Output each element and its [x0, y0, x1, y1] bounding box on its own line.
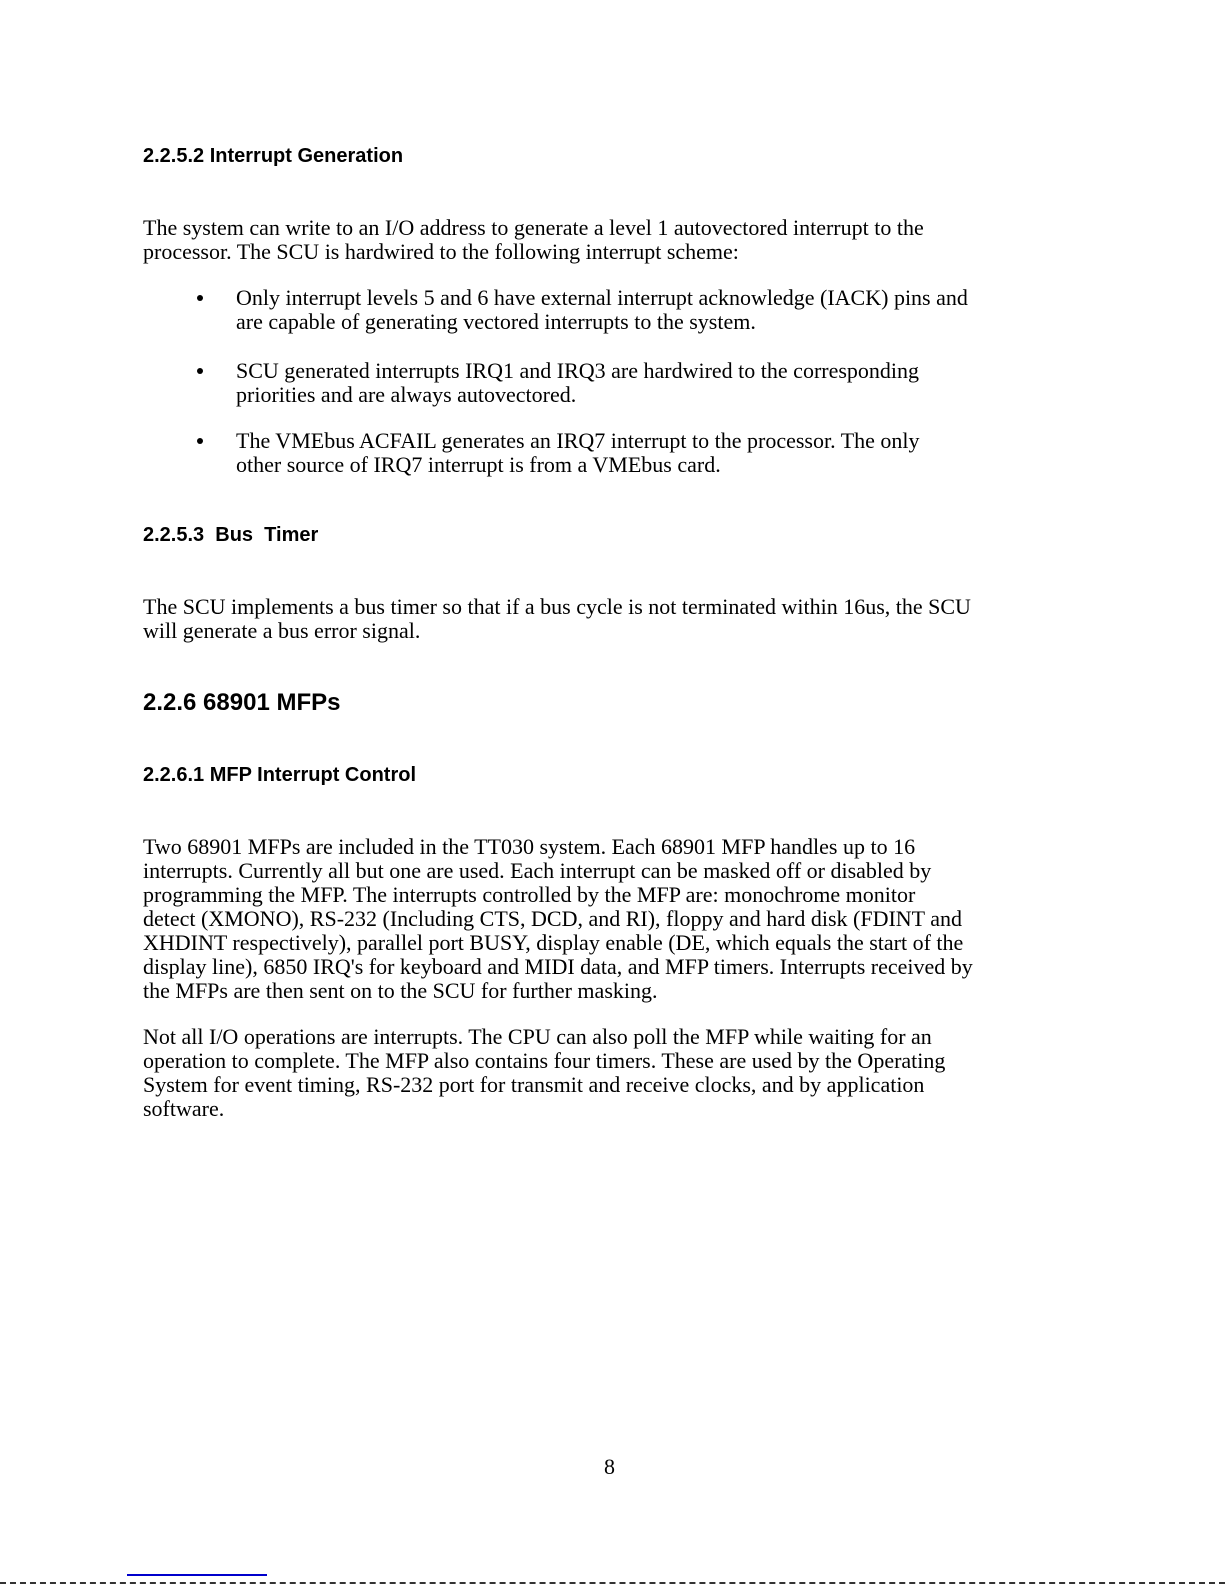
bullet-icon [197, 295, 203, 301]
heading-interrupt-generation: 2.2.5.2 Interrupt Generation [143, 145, 404, 167]
paragraph-line: The system can write to an I/O address to generate a level 1 autovectored interrupt to the [143, 215, 924, 240]
bullet-icon [197, 438, 203, 444]
heading-68901-mfps: 2.2.6 68901 MFPs [143, 689, 341, 716]
page-number: 8 [604, 1454, 615, 1479]
paragraph-line: Not all I/O operations are interrupts. The CPU can also poll the MFP while waiting for an [143, 1024, 932, 1049]
bullet-icon [197, 368, 203, 374]
paragraph-line: Two 68901 MFPs are included in the TT030 system. Each 68901 MFP handles up to 16 [143, 834, 916, 859]
bullet-line: are capable of generating vectored interrupts to the system. [236, 309, 756, 334]
bullet-line: other source of IRQ7 interrupt is from a VMEbus card. [236, 452, 721, 477]
bullet-line: The VMEbus ACFAIL generates an IRQ7 interrupt to the processor. The only [236, 428, 920, 453]
bullet-line: Only interrupt levels 5 and 6 have external interrupt acknowledge (IACK) pins and [236, 285, 968, 310]
paragraph-line: XHDINT respectively), parallel port BUSY, display enable (DE, which equals the start of the [143, 930, 964, 955]
bullet-line: SCU generated interrupts IRQ1 and IRQ3 are hardwired to the corresponding [236, 358, 920, 383]
paragraph-line: the MFPs are then sent on to the SCU for further masking. [143, 978, 658, 1003]
heading-bus-timer: 2.2.5.3 Bus Timer [143, 524, 319, 546]
paragraph-line: processor. The SCU is hardwired to the following interrupt scheme: [143, 239, 739, 264]
paragraph-line: operation to complete. The MFP also contains four timers. These are used by the Operating [143, 1048, 946, 1073]
page-break-divider [0, 1582, 1225, 1584]
paragraph-line: detect (XMONO), RS-232 (Including CTS, DCD, and RI), floppy and hard disk (FDINT and [143, 906, 962, 931]
paragraph-line: programming the MFP. The interrupts controlled by the MFP are: monochrome monitor [143, 882, 916, 907]
paragraph-line: interrupts. Currently all but one are used. Each interrupt can be masked off or disabled by [143, 858, 932, 883]
footnote-separator [127, 1574, 267, 1576]
paragraph-line: display line), 6850 IRQ's for keyboard and MIDI data, and MFP timers. Interrupts received by [143, 954, 973, 979]
paragraph-line: software. [143, 1096, 225, 1121]
paragraph-line: System for event timing, RS-232 port for transmit and receive clocks, and by application [143, 1072, 925, 1097]
paragraph-line: will generate a bus error signal. [143, 618, 421, 643]
heading-mfp-interrupt-control: 2.2.6.1 MFP Interrupt Control [143, 764, 416, 786]
paragraph-line: The SCU implements a bus timer so that if a bus cycle is not terminated within 16us, the SCU [143, 594, 971, 619]
bullet-line: priorities and are always autovectored. [236, 382, 577, 407]
